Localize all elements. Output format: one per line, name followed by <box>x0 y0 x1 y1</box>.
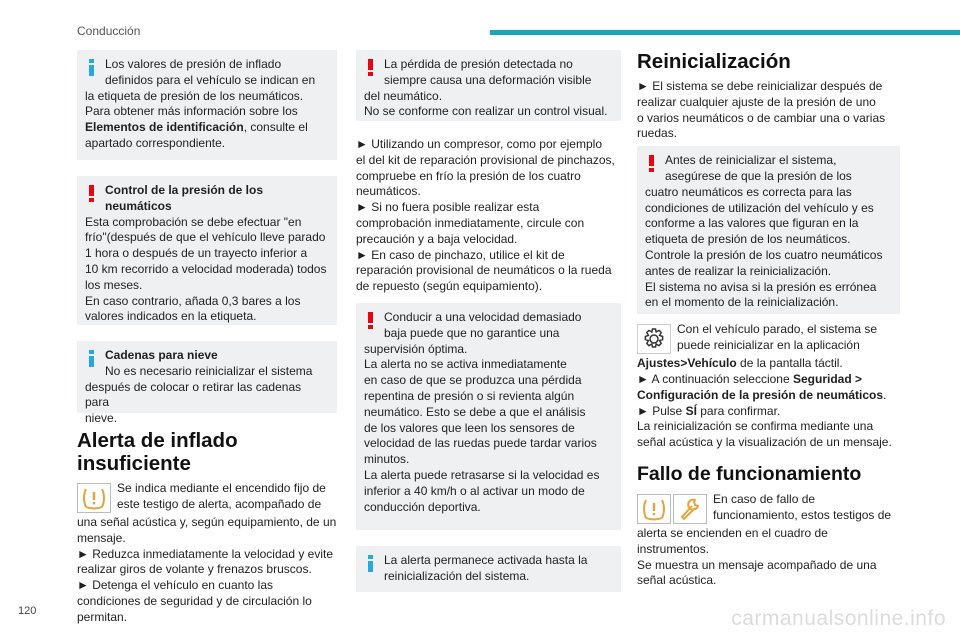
info-box-tire-pressure: Los valores de presión de inflado definidos para el vehículo se indican en la etiqueta de presión de los neumáticos. Para obtener más información sobre los Elementos de identificación, consulte el apartado correspondiente. <box>77 50 337 160</box>
settings-paragraph: Con el vehículo parado, el sistema se puede reinicializar en la aplicación Ajustes>Vehículo de la pantalla táctil. ► A continuación seleccione Seguridad > Configuración de la presión de neumáticos. ► Pulse SÍ para confirmar. La reinicialización se confirma mediante una señal acústica y la visualización de un mensaje. <box>637 322 892 450</box>
warning-box-before-reinit: Antes de reinicializar el sistema, asegúrese de que la presión de los cuatro neumáticos es correcta para las condiciones de utilización del vehículo y es conforme a las valores que figuran en la etiqueta de presión de los neumáticos. Controle la presión de los cuatro neumáticos antes de realizar la reinicialización. El sistema no avisa si la presión es errónea en el momento de la reinicialización. <box>637 146 900 314</box>
warning-icon <box>364 58 378 76</box>
warning-box-low-speed: Conducir a una velocidad demasiado baja puede que no garantice una supervisión óptima. La alerta no se activa inmediatamente en caso de que se produzca una pérdida repentina de presión o si revienta algún neumático. Esto se debe a que el análisis de los valores que leen los sensores de velocidad de las ruedas puede tardar varios minutos. La alerta puede retrasarse si la velocidad es inferior a 40 km/h o al activar un modo de conducción deportiva. <box>356 303 621 530</box>
section-heading-underinflation: Alerta de inflado insuficiente <box>77 429 238 475</box>
warning-icon <box>364 311 378 329</box>
compressor-paragraph: ► Utilizando un compresor, como por ejemplo el del kit de reparación provisional de pinchazos, compruebe en frío la presión de los cuatro neumáticos. ► Si no fuera posible realizar esta comprobación inmediatamente, circule con precaución y a baja velocidad. ► En caso de pinchazo, utilice el kit de reparación provisional de neumáticos o la rueda de repuesto (según equipamiento). <box>356 137 615 294</box>
header-accent-bar <box>490 30 960 35</box>
running-header: Conducción <box>77 24 141 38</box>
warning-icon <box>645 154 659 172</box>
gear-icon <box>637 324 671 354</box>
reinit-paragraph: ► El sistema se debe reinicializar después de realizar cualquier ajuste de la presión de uno o varios neumáticos o de cambiar una o varias ruedas. <box>637 79 886 141</box>
column-1 <box>77 50 337 626</box>
page-number: 120 <box>18 605 37 617</box>
column-3 <box>637 50 900 589</box>
warning-box-pressure-control: Control de la presión de los neumáticos Esta comprobación se debe efectuar "en frío"(después de que el vehículo lleve parado 1 hora o después de un trayecto inferior a 10 km recorrido a velocidad moderada) todos los meses. En caso contrario, añada 0,3 bares a los valores indicados en la etiqueta. <box>77 176 337 325</box>
underinflation-paragraph: Se indica mediante el encendido fijo de este testigo de alerta, acompañado de una señal acústica y, según equipamiento, de un mensaje. ► Reduzca inmediatamente la velocidad y evite realizar giros de volante y frenazos bruscos. ► Detenga el vehículo en cuanto las condiciones de seguridad y de circulación lo permitan. <box>77 481 337 624</box>
info-box-snow-chains: Cadenas para nieve No es necesario reinicializar el sistema después de colocar o retirar las cadenas para nieve. <box>77 341 337 413</box>
fault-paragraph: En caso de fallo de funcionamiento, estos testigos de alerta se encienden en el cuadro de instrumentos. Se muestra un mensaje acompañado de una señal acústica. <box>637 491 892 588</box>
section-heading-fault: Fallo de funcionamiento <box>637 462 862 485</box>
section-heading-reinit: Reinicialización <box>637 50 791 73</box>
info-icon <box>85 58 99 76</box>
info-icon <box>364 554 378 572</box>
column-2 <box>356 50 621 608</box>
tire-pressure-warning-icon <box>637 494 671 524</box>
info-box-alert-remains: La alerta permanece activada hasta la reinicialización del sistema. <box>356 546 621 592</box>
warning-box-visual-check: La pérdida de presión detectada no siempre causa una deformación visible del neumático. No se conforme con realizar un control visual. <box>356 50 621 121</box>
info-icon <box>85 349 99 367</box>
wrench-icon <box>673 494 707 524</box>
tire-pressure-warning-icon <box>77 483 111 513</box>
warning-icon <box>85 184 99 202</box>
watermark: carmanualsonline.info <box>731 607 946 630</box>
